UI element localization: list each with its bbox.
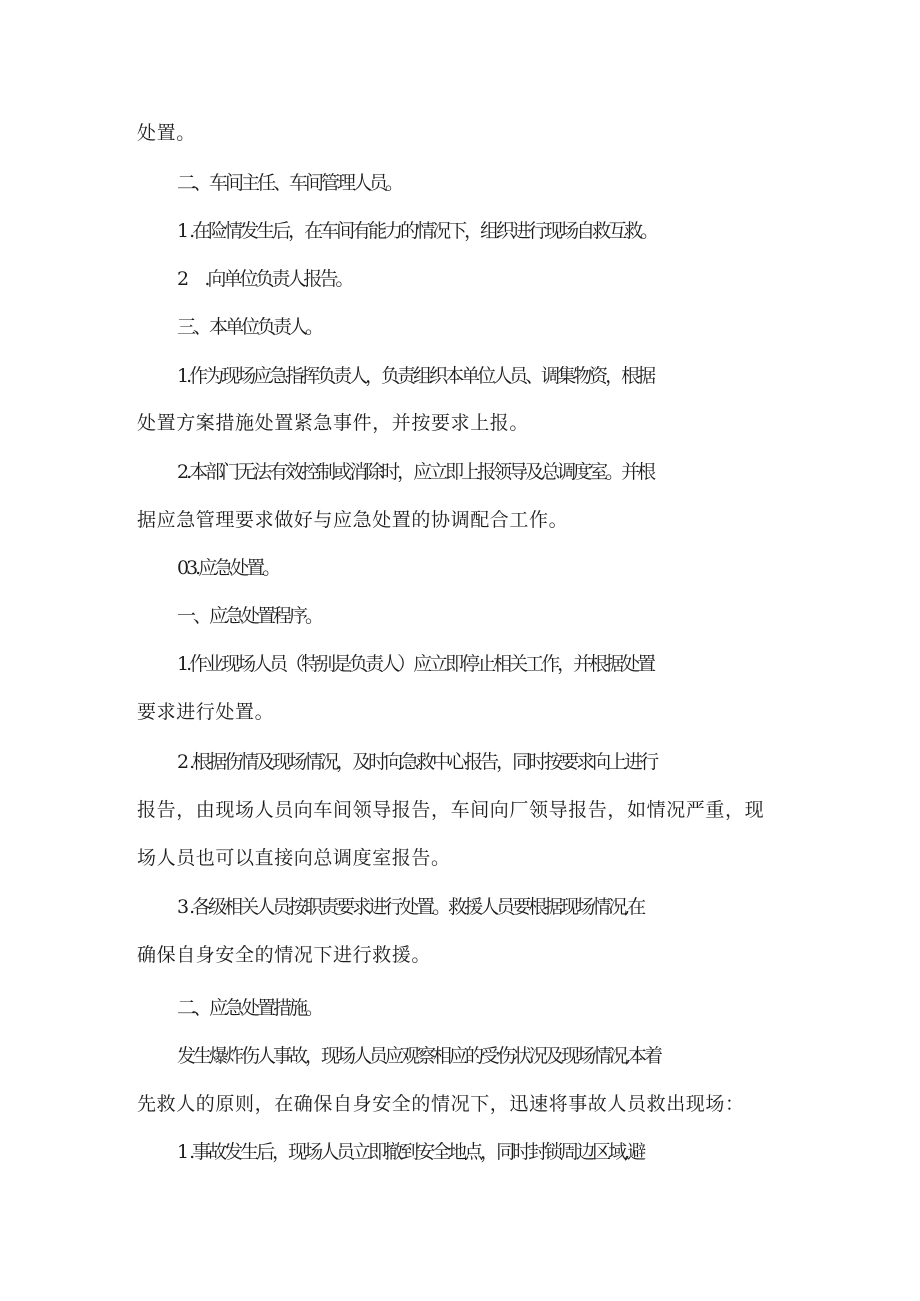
text-line: 先救人的原则，在确保自身安全的情况下，迅速将事故人员救出现场： — [137, 1093, 745, 1115]
section-heading: 三、本单位负责人。 — [177, 316, 322, 338]
text-line: 2 .向单位负责人报告。 — [177, 268, 352, 290]
text-line: 据应急管理要求做好与应急处置的协调配合工作。 — [137, 509, 569, 531]
text-line: 确保自身安全的情况下进行救援。 — [137, 944, 432, 966]
section-heading: 二、车间主任、车间管理人员。 — [177, 172, 402, 194]
text-line: 处置方案措施处置紧急事件，并按要求上报。 — [137, 412, 530, 434]
text-line: 3 .各级相关人员按职责要求进行处置。救援人员要根据现场情况,在 — [177, 896, 644, 918]
text-line: 发生爆炸伤人事故，现场人员应观察相应的受伤状况及现场情况,本着 — [177, 1045, 661, 1067]
text-line: 1.作为现场应急指挥负责人，负责组织本单位人员、调集物资，根据 — [177, 365, 654, 387]
section-heading: 一、应急处置程序。 — [177, 605, 322, 627]
text-line: 1.作业现场人员（特别是负责人）应立即停止相关工作，并根据处置 — [177, 653, 654, 675]
text-line: 2 .根据伤情及现场情况，及时向急救中心报告，同时按要求向上进行 — [177, 751, 657, 773]
text-line: 报告，由现场人员向车间领导报告，车间向厂领导报告，如情况严重，现 — [137, 799, 765, 821]
text-line: 处置。 — [137, 122, 196, 144]
text-line: 场人员也可以直接向总调度室报告。 — [137, 847, 451, 869]
text-line: 1 .在险情发生后，在车间有能力的情况下，组织进行现场自救互救。 — [177, 220, 657, 242]
section-heading: 二、应急处置措施。 — [177, 997, 322, 1019]
text-line: 要求进行处置。 — [137, 701, 275, 723]
text-line: 2.本部门无法有效控制或消除时，应立即上报领导及总调度室。并根 — [177, 461, 654, 483]
text-line: 1 .事故发生后，现场人员立即撤到安全地点，同时封锁周边区域,避 — [177, 1141, 644, 1163]
section-heading: 03.应急处置。 — [177, 557, 279, 579]
